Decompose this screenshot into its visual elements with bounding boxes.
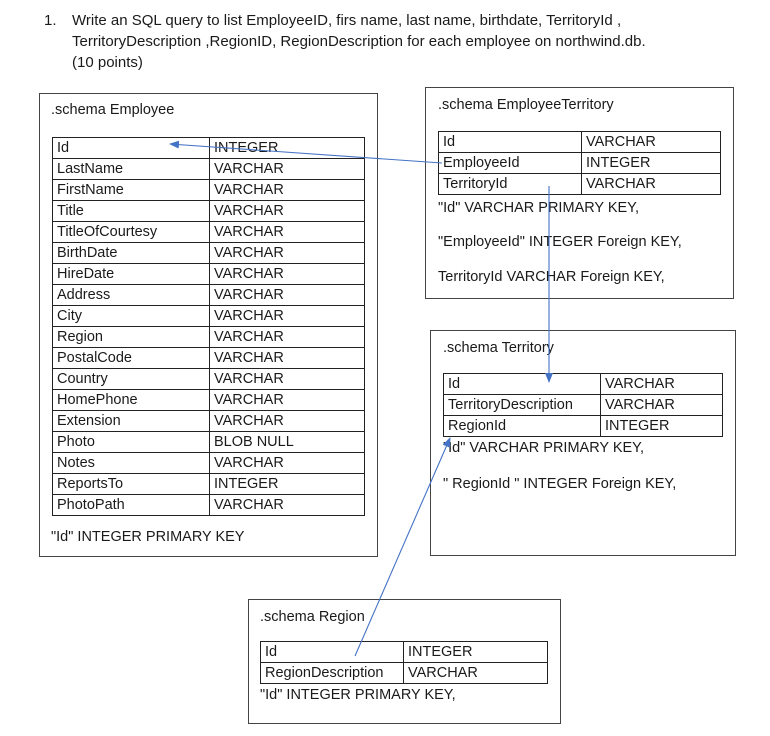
employee-column-name: HomePhone bbox=[53, 390, 210, 411]
employee-column-name: Photo bbox=[53, 432, 210, 453]
region-column-name: RegionDescription bbox=[261, 663, 404, 684]
region-pk-note: "Id" INTEGER PRIMARY KEY, bbox=[260, 687, 456, 703]
employee-column-type: VARCHAR bbox=[210, 264, 365, 285]
territory-note: " RegionId " INTEGER Foreign KEY, bbox=[443, 476, 677, 492]
employee-column-type: VARCHAR bbox=[210, 327, 365, 348]
employee-column-type: VARCHAR bbox=[210, 411, 365, 432]
employee-column-type: VARCHAR bbox=[210, 390, 365, 411]
region-column-type: INTEGER bbox=[404, 642, 548, 663]
employee-column-name: ReportsTo bbox=[53, 474, 210, 495]
employee-column-name: Notes bbox=[53, 453, 210, 474]
employee-column-name: Address bbox=[53, 285, 210, 306]
territory-column-type: VARCHAR bbox=[601, 374, 723, 395]
employee-territory-note: TerritoryId VARCHAR Foreign KEY, bbox=[438, 269, 665, 285]
employee-column-name: LastName bbox=[53, 159, 210, 180]
employee-territory-column-type: VARCHAR bbox=[582, 174, 721, 195]
territory-column-type: VARCHAR bbox=[601, 395, 723, 416]
employee-territory-column-type: VARCHAR bbox=[582, 132, 721, 153]
employee-column-name: Country bbox=[53, 369, 210, 390]
employee-column-type: VARCHAR bbox=[210, 243, 365, 264]
territory-column-name: TerritoryDescription bbox=[444, 395, 601, 416]
employee-column-name: PostalCode bbox=[53, 348, 210, 369]
arrow-employeeid-to-employee-id bbox=[170, 144, 442, 163]
employee-territory-column-name: Id bbox=[439, 132, 582, 153]
employee-column-type: VARCHAR bbox=[210, 180, 365, 201]
arrow-region-id-to-territory-regionid bbox=[355, 438, 450, 656]
employee-column-type: BLOB NULL bbox=[210, 432, 365, 453]
territory-schema-title: .schema Territory bbox=[443, 340, 554, 356]
employee-territory-column-name: TerritoryId bbox=[439, 174, 582, 195]
question-line: (10 points) bbox=[72, 54, 143, 71]
employee-pk-note: "Id" INTEGER PRIMARY KEY bbox=[51, 529, 245, 545]
employee-column-type: VARCHAR bbox=[210, 222, 365, 243]
employee-territory-note: "Id" VARCHAR PRIMARY KEY, bbox=[438, 200, 640, 216]
region-column-name: Id bbox=[261, 642, 404, 663]
employee-territory-note: "EmployeeId" INTEGER Foreign KEY, bbox=[438, 234, 682, 250]
employee-territory-column-name: EmployeeId bbox=[439, 153, 582, 174]
employee-schema-title: .schema Employee bbox=[51, 102, 175, 118]
employee-column-name: BirthDate bbox=[53, 243, 210, 264]
territory-column-name: RegionId bbox=[444, 416, 601, 437]
employee-column-type: VARCHAR bbox=[210, 453, 365, 474]
employee-column-type: VARCHAR bbox=[210, 159, 365, 180]
employee-column-type: VARCHAR bbox=[210, 201, 365, 222]
employee-column-name: PhotoPath bbox=[53, 495, 210, 516]
employee-column-type: VARCHAR bbox=[210, 285, 365, 306]
region-schema-title: .schema Region bbox=[260, 609, 365, 625]
employee-territory-schema-title: .schema EmployeeTerritory bbox=[438, 97, 614, 113]
question-line: TerritoryDescription ,RegionID, RegionDescription for each employee on northwind.db. bbox=[72, 33, 646, 50]
question-line: Write an SQL query to list EmployeeID, firs name, last name, birthdate, TerritoryId , bbox=[72, 12, 622, 29]
employee-territory-column-type: INTEGER bbox=[582, 153, 721, 174]
employee-column-name: FirstName bbox=[53, 180, 210, 201]
employee-column-type: VARCHAR bbox=[210, 348, 365, 369]
employee-column-name: TitleOfCourtesy bbox=[53, 222, 210, 243]
territory-column-name: Id bbox=[444, 374, 601, 395]
territory-note: "Id" VARCHAR PRIMARY KEY, bbox=[443, 440, 645, 456]
employee-column-type: VARCHAR bbox=[210, 495, 365, 516]
employee-column-type: VARCHAR bbox=[210, 369, 365, 390]
employee-column-name: Title bbox=[53, 201, 210, 222]
employee-column-name: HireDate bbox=[53, 264, 210, 285]
employee-column-type: INTEGER bbox=[210, 474, 365, 495]
employee-column-name: Id bbox=[53, 138, 210, 159]
employee-column-name: Region bbox=[53, 327, 210, 348]
territory-column-type: INTEGER bbox=[601, 416, 723, 437]
employee-column-type: VARCHAR bbox=[210, 306, 365, 327]
employee-column-type: INTEGER bbox=[210, 138, 365, 159]
question-number: 1. bbox=[44, 12, 57, 29]
region-column-type: VARCHAR bbox=[404, 663, 548, 684]
employee-column-name: Extension bbox=[53, 411, 210, 432]
employee-column-name: City bbox=[53, 306, 210, 327]
